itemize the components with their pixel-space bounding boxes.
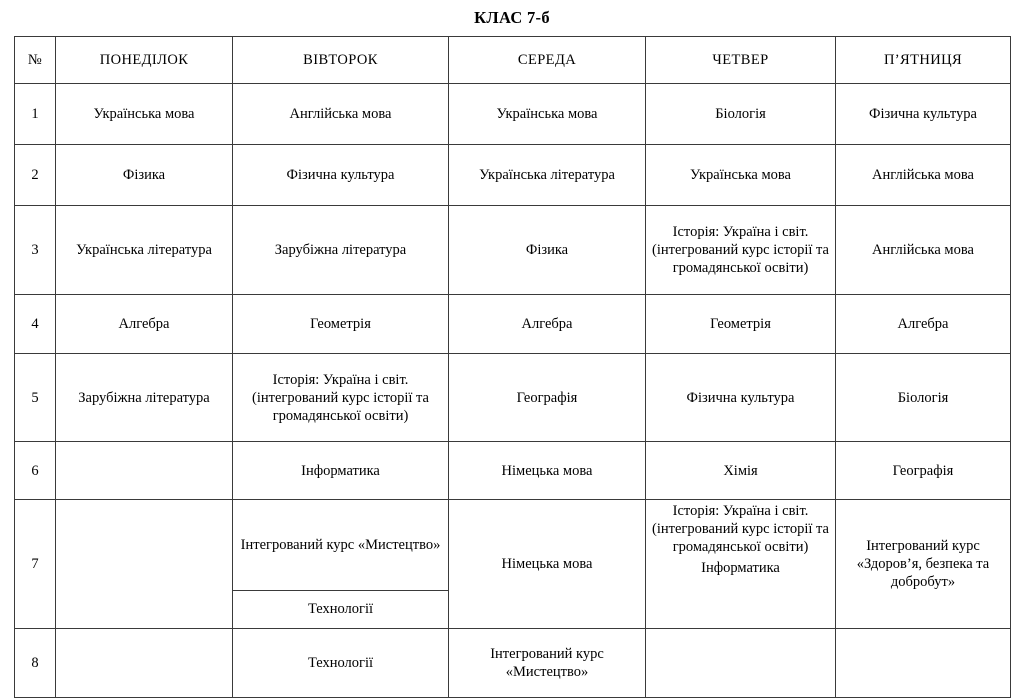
column-header-thursday: ЧЕТВЕР [646, 37, 836, 84]
lesson-cell-friday: Біологія [836, 354, 1011, 442]
lesson-cell-monday: Фізика [56, 145, 233, 206]
lesson-cell-tuesday: Англійська мова [233, 84, 449, 145]
lesson-cell-thursday: Фізична культура [646, 354, 836, 442]
page-title: КЛАС 7-б [474, 8, 550, 27]
table-row [15, 442, 1011, 500]
column-header-wednesday: СЕРЕДА [449, 37, 646, 84]
lesson-cell-friday [836, 629, 1011, 698]
lesson-cell-wednesday: Географія [449, 354, 646, 442]
schedule-table [14, 36, 1011, 698]
table-header-row [15, 37, 1011, 84]
table-row [15, 295, 1011, 354]
lesson-cell-tuesday-split [233, 500, 449, 629]
column-header-tuesday: ВІВТОРОК [233, 37, 449, 84]
lesson-cell-monday: Зарубіжна література [56, 354, 233, 442]
lesson-number: 3 [15, 206, 56, 295]
lesson-number: 6 [15, 442, 56, 500]
lesson-number: 4 [15, 295, 56, 354]
lesson-cell-monday [56, 629, 233, 698]
lesson-cell-friday: Англійська мова [836, 145, 1011, 206]
lesson-cell-friday: Інтегрований курс «Здоров’я, безпека та добробут» [836, 500, 1011, 629]
lesson-number: 5 [15, 354, 56, 442]
lesson-number: 1 [15, 84, 56, 145]
lesson-cell-thursday [646, 629, 836, 698]
table-row [15, 354, 1011, 442]
lesson-cell-tuesday: Зарубіжна література [233, 206, 449, 295]
table-row [15, 206, 1011, 295]
lesson-cell-wednesday: Німецька мова [449, 442, 646, 500]
lesson-cell-wednesday: Інтегрований курс «Мистецтво» [449, 629, 646, 698]
lesson-cell-wednesday: Українська мова [449, 84, 646, 145]
lesson-subcell-thursday-history: Історія: Україна і світ. (інтегрований курс історії та громадянської освіти) [652, 503, 829, 555]
table-row [15, 84, 1011, 145]
lesson-cell-tuesday: Технології [233, 629, 449, 698]
lesson-cell-wednesday: Алгебра [449, 295, 646, 354]
lesson-cell-thursday: Біологія [646, 84, 836, 145]
lesson-cell-thursday-stacked [646, 500, 836, 629]
lesson-cell-thursday: Українська мова [646, 145, 836, 206]
lesson-cell-wednesday: Німецька мова [449, 500, 646, 629]
lesson-cell-monday [56, 442, 233, 500]
lesson-number: 2 [15, 145, 56, 206]
lesson-cell-monday: Алгебра [56, 295, 233, 354]
lesson-cell-thursday: Історія: Україна і світ. (інтегрований курс історії та громадянської освіти) [646, 206, 836, 295]
lesson-cell-friday: Англійська мова [836, 206, 1011, 295]
lesson-cell-monday: Українська мова [56, 84, 233, 145]
lesson-cell-thursday: Геометрія [646, 295, 836, 354]
table-row [15, 500, 1011, 629]
lesson-subcell-tuesday-upper: Інтегрований курс «Мистецтво» [233, 501, 448, 591]
lesson-cell-wednesday: Українська література [449, 145, 646, 206]
lesson-cell-monday: Українська література [56, 206, 233, 295]
column-header-friday: П’ЯТНИЦЯ [836, 37, 1011, 84]
lesson-cell-friday: Фізична культура [836, 84, 1011, 145]
lesson-cell-friday: Алгебра [836, 295, 1011, 354]
lesson-number: 7 [15, 500, 56, 629]
lesson-cell-monday [56, 500, 233, 629]
column-header-monday: ПОНЕДІЛОК [56, 37, 233, 84]
lesson-cell-wednesday: Фізика [449, 206, 646, 295]
table-row [15, 629, 1011, 698]
table-row [15, 145, 1011, 206]
lesson-subcell-thursday-second: Інформатика [701, 560, 780, 576]
column-header-number: № [15, 37, 56, 84]
lesson-cell-tuesday: Історія: Україна і світ. (інтегрований курс історії та громадянської освіти) [233, 354, 449, 442]
lesson-cell-tuesday: Інформатика [233, 442, 449, 500]
lesson-subcell-tuesday-lower: Технології [307, 601, 374, 617]
lesson-cell-thursday: Хімія [646, 442, 836, 500]
lesson-cell-friday: Географія [836, 442, 1011, 500]
lesson-number: 8 [15, 629, 56, 698]
lesson-cell-tuesday: Фізична культура [233, 145, 449, 206]
lesson-cell-tuesday: Геометрія [233, 295, 449, 354]
